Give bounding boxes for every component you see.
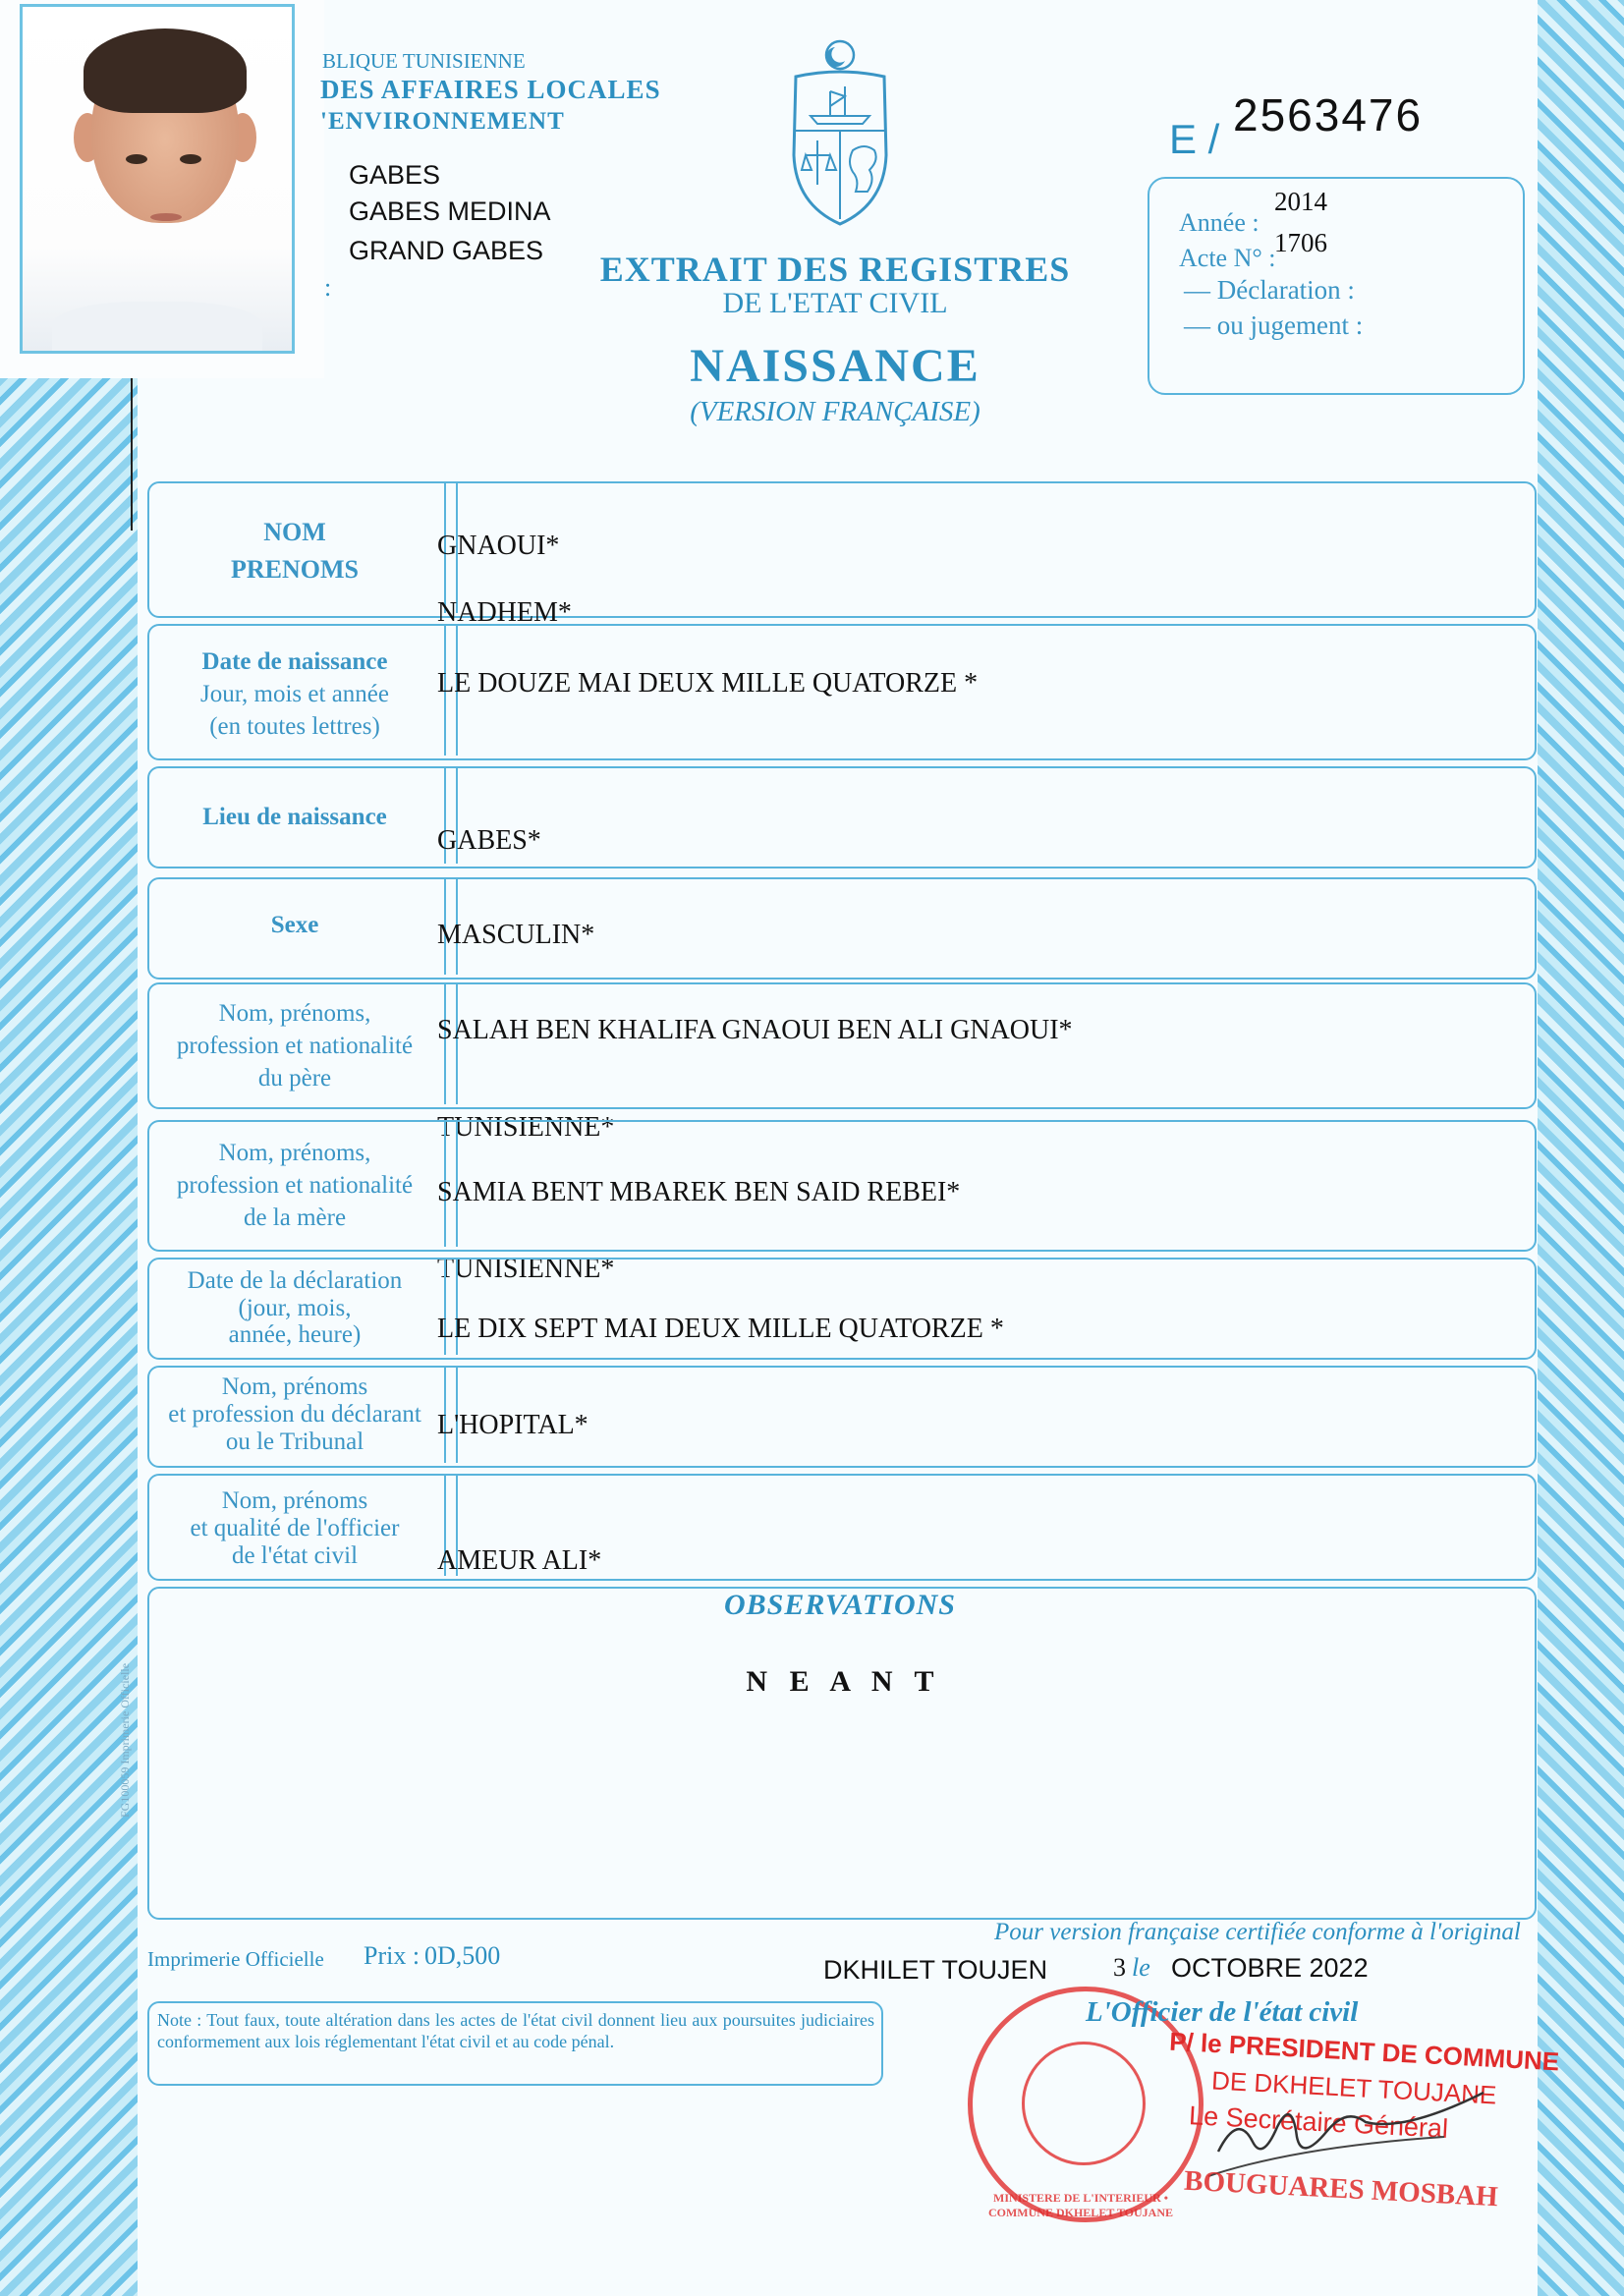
decl-value: LE DIX SEPT MAI DEUX MILLE QUATORZE * [437,1314,1004,1344]
officier-label1: Nom, prénoms [221,1487,368,1514]
declarant-label1: Nom, prénoms [221,1373,368,1400]
photo-hair [84,28,247,113]
sexe-label: Sexe [270,912,319,938]
stamp-commune: DE DKHELET TOUJANE [1210,2065,1498,2110]
prenoms-value: NADHEM* [437,597,572,628]
mere-label2: profession et nationalité [176,1172,414,1199]
declaration-label: — Déclaration : [1184,275,1355,305]
date-label1: Date de naissance [201,648,388,675]
certified-note: Pour version française certifiée conforme à l'original [994,1919,1521,1945]
declarant-label2: et profession du déclarant [168,1401,421,1428]
stamp-text: MINISTERE DE L'INTERIEUR • COMMUNE DKHELET TOUJANE [987,2191,1174,2219]
mere-label3: de la mère [243,1204,347,1231]
prix-label: Prix : [364,1941,420,1970]
pere-nationality: TUNISIENNE* [437,1112,615,1143]
officier-title: L'Officier de l'état civil [1086,1996,1359,2028]
serial-number: 2563476 [1233,89,1424,140]
prenoms-label: PRENOMS [231,555,359,584]
lieu-value: GABES* [437,825,541,856]
decl-label3: année, heure) [228,1321,362,1348]
title-version: (VERSION FRANÇAISE) [690,396,980,427]
date-label2: Jour, mois et année [199,681,389,707]
right-guilloche-border [1538,0,1624,2296]
side-note: FG100059 Imprimerie Officielle [118,1662,132,1818]
decl-label1: Date de la déclaration [187,1267,403,1294]
nom-label: NOM [263,518,326,546]
acte-label: Acte N° : [1179,244,1276,272]
header-place2: GABES MEDINA [349,196,551,226]
photo-eye-left [126,154,147,164]
serial-prefix: E / [1169,116,1220,162]
footer-lieu: DKHILET TOUJEN [823,1955,1048,1985]
prix-value: 0D,500 [424,1941,501,1970]
photo-eye-right [180,154,201,164]
footer-jour: 3 [1113,1953,1126,1982]
declarant-label3: ou le Tribunal [225,1428,364,1455]
officier-value: AMEUR ALI* [437,1545,602,1576]
officier-label2: et qualité de l'officier [190,1515,400,1541]
decl-label2: (jour, mois, [238,1295,352,1321]
id-photo [20,4,295,354]
row-nom [147,481,1537,618]
title-line1: EXTRAIT DES REGISTRES [599,250,1071,289]
nom-value: GNAOUI* [437,531,560,561]
declarant-value: L'HOPITAL* [437,1410,588,1440]
mere-value: SAMIA BENT MBAREK BEN SAID REBEI* [437,1177,961,1207]
stamp-signataire: BOUGUARES MOSBAH [1183,2164,1499,2213]
date-label3: (en toutes lettres) [209,713,380,740]
jugement-label: — ou jugement : [1184,310,1364,340]
sexe-value: MASCULIN* [437,920,595,950]
header-place1: GABES [349,160,441,190]
date-value: LE DOUZE MAI DEUX MILLE QUATORZE * [437,668,979,699]
photo-mouth [150,213,182,221]
photo-shirt [52,302,262,354]
pere-label1: Nom, prénoms, [218,1000,371,1027]
footer-date: OCTOBRE 2022 [1171,1953,1369,1983]
pere-label3: du père [257,1065,332,1092]
mere-nationality: TUNISIENNE* [437,1254,615,1284]
official-stamp-inner [1022,2042,1146,2165]
acte-value: 1706 [1274,228,1327,257]
imprimerie-label: Imprimerie Officielle [147,1947,324,1971]
header-place3: GRAND GABES [349,236,544,265]
observations-box [147,1587,1537,1920]
header-line1: BLIQUE TUNISIENNE [322,49,526,73]
officier-label3: de l'état civil [231,1542,359,1569]
legal-note: Note : Tout faux, toute altération dans les actes de l'état civil donnent lieu aux poursuites judiciaires conformement aux lois réglementant l'état civil et au code pénal. [157,2010,874,2051]
title-line2: DE L'ETAT CIVIL [722,287,948,319]
footer-le: le [1132,1953,1150,1982]
header-line3: 'ENVIRONNEMENT [320,108,565,135]
pere-value: SALAH BEN KHALIFA GNAOUI BEN ALI GNAOUI* [437,1015,1073,1045]
title-main: NAISSANCE [690,340,980,392]
mere-label1: Nom, prénoms, [218,1140,371,1166]
annee-label: Année : [1179,208,1260,237]
annee-value: 2014 [1274,187,1327,216]
observations-title: OBSERVATIONS [724,1589,956,1621]
pere-label2: profession et nationalité [176,1033,414,1059]
header-colon: : [324,273,332,302]
observations-value: N E A N T [746,1665,934,1698]
vertical-mark [131,378,133,531]
tunisia-coat-of-arms [776,37,904,229]
stamp-secretaire: Le Secrétaire Général [1188,2100,1449,2144]
stamp-president: P/ le PRESIDENT DE COMMUNE [1168,2026,1560,2077]
lieu-label: Lieu de naissance [202,804,387,830]
header-line2: DES AFFAIRES LOCALES [320,75,661,104]
